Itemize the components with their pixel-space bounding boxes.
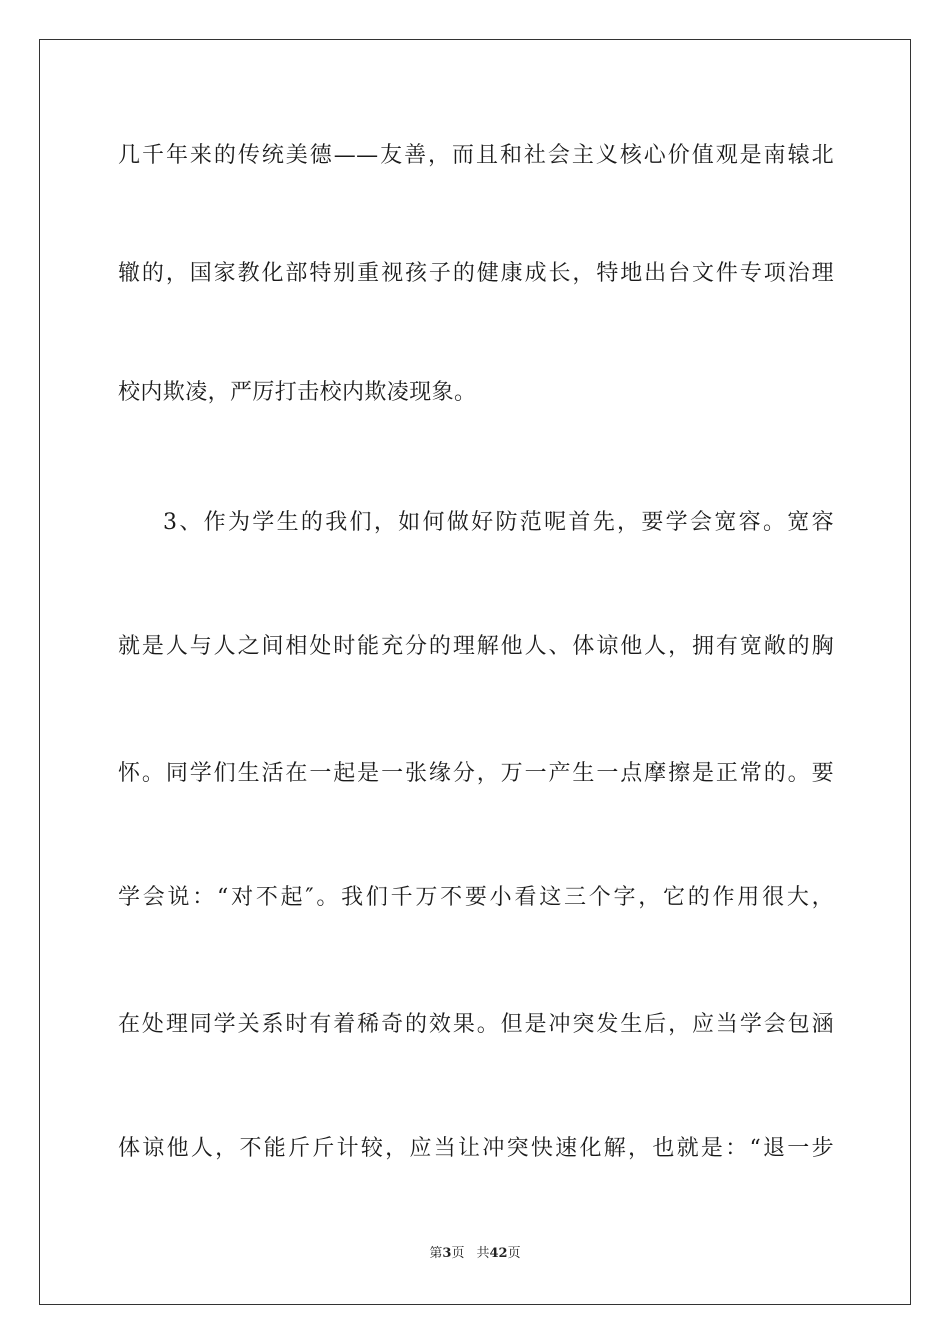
page-footer (0, 1245, 950, 1263)
footer-page-prefix: 第 (429, 1246, 443, 1261)
footer-total-prefix: 共 (476, 1246, 490, 1261)
body-text-line-6: 怀。同学们生活在一起是一张缘分，万一产生一点摩擦是正常的。要 (118, 761, 834, 786)
body-text-line-4: 3、作为学生的我们，如何做好防范呢首先，要学会宽容。宽容 (163, 510, 834, 535)
page-border (39, 39, 911, 1305)
footer-total-pages: 42 (489, 1246, 508, 1261)
body-text-line-5: 就是人与人之间相处时能充分的理解他人、体谅他人，拥有宽敞的胸 (118, 634, 834, 659)
body-text-line-7: 学会说：“对不起″。我们千万不要小看这三个字，它的作用很大， (118, 885, 834, 910)
footer-page-suffix: 页 (451, 1246, 465, 1261)
body-text-line-9: 体谅他人，不能斤斤计较，应当让冲突快速化解，也就是：“退一步 (118, 1136, 834, 1161)
body-text-line-3: 校内欺凌，严厉打击校内欺凌现象。 (118, 380, 477, 405)
body-text-line-2: 辙的，国家教化部特别重视孩子的健康成长，特地出台文件专项治理 (118, 261, 834, 286)
footer-current-page: 3 (442, 1246, 452, 1261)
footer-total-suffix: 页 (507, 1246, 521, 1261)
body-text-line-8: 在处理同学关系时有着稀奇的效果。但是冲突发生后，应当学会包涵 (118, 1012, 834, 1037)
body-text-line-1: 几千年来的传统美德——友善，而且和社会主义核心价值观是南辕北 (118, 143, 834, 168)
